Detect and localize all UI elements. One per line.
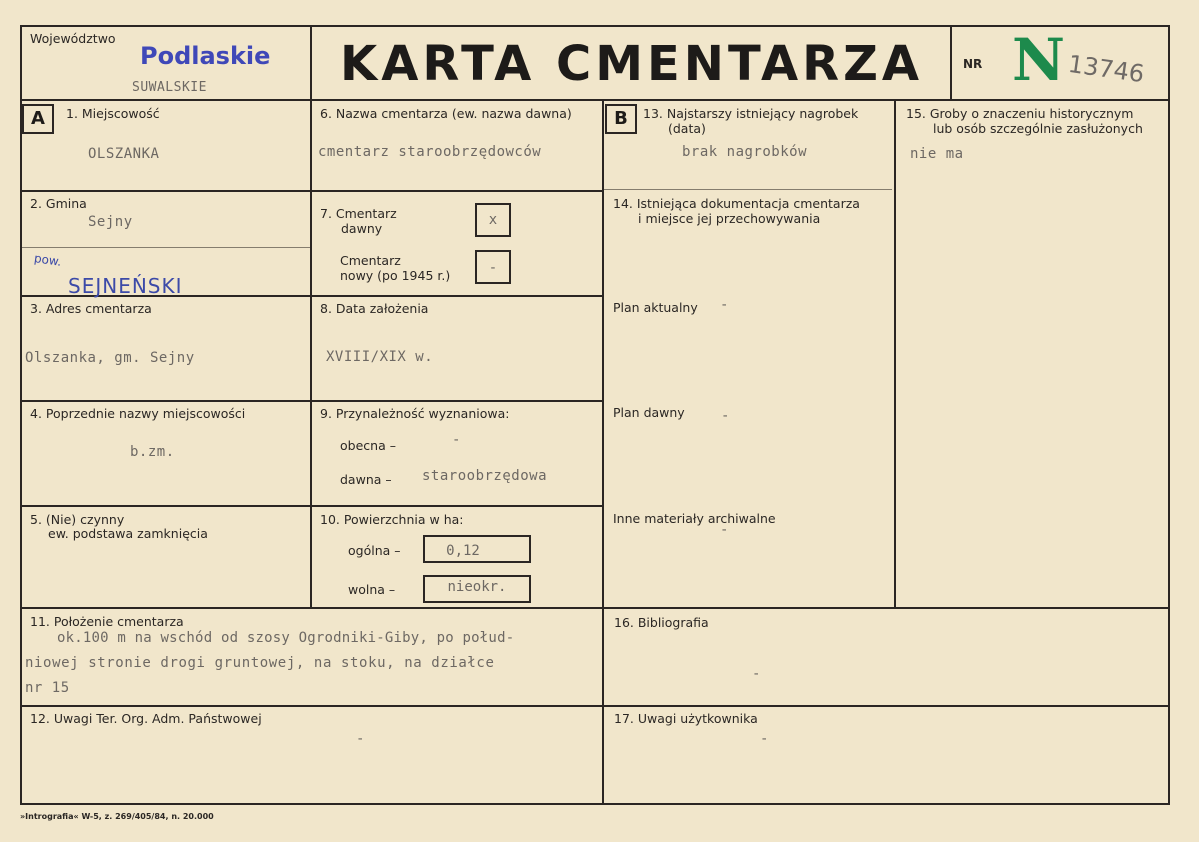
field-1-value: OLSZANKA bbox=[88, 146, 160, 162]
field-10-wolna-value: nieokr. bbox=[447, 579, 507, 595]
field-7-nowy-value: - bbox=[488, 260, 498, 276]
page-title: KARTA CMENTARZA bbox=[340, 36, 924, 92]
field-14-inne-value: - bbox=[720, 522, 729, 538]
frame-bottom bbox=[20, 803, 1170, 805]
field-4-value: b.zm. bbox=[130, 444, 175, 460]
field-9-dawna-label: dawna – bbox=[340, 472, 392, 487]
row-a11 bbox=[20, 705, 1170, 707]
header-bottom bbox=[20, 99, 1170, 101]
frame-top bbox=[20, 25, 1170, 27]
frame-right bbox=[1168, 25, 1170, 805]
field-3-value: Olszanka, gm. Sejny bbox=[25, 350, 195, 366]
field-7-dawny-label: dawny bbox=[341, 221, 383, 236]
printer-imprint: »Intrografia« W-5, z. 269/405/84, n. 20.000 bbox=[20, 812, 214, 821]
field-7-nowy-label: Cmentarz bbox=[340, 253, 401, 268]
field-17-value: - bbox=[760, 731, 769, 747]
field-10-ogolna-label: ogólna – bbox=[348, 543, 401, 558]
row-b13 bbox=[604, 189, 892, 190]
field-7-dawny-value: x bbox=[488, 212, 498, 228]
field-2-label: 2. Gmina bbox=[30, 196, 87, 211]
field-9-dawna-value: staroobrzędowa bbox=[422, 468, 548, 484]
row-a2-sub bbox=[20, 247, 310, 248]
row-a3 bbox=[20, 400, 602, 402]
field-6-value: cmentarz staroobrzędowców bbox=[318, 144, 542, 160]
field-12-value: - bbox=[356, 731, 365, 747]
field-10-label: 10. Powierzchnia w ha: bbox=[320, 512, 464, 527]
field-14-plan-aktualny-label: Plan aktualny bbox=[613, 300, 698, 315]
wojewodztwo-label: Województwo bbox=[30, 31, 116, 46]
wojewodztwo-typed-value: SUWALSKIE bbox=[132, 80, 207, 95]
nr-letter: N bbox=[1012, 26, 1066, 94]
field-10-wolna-label: wolna – bbox=[348, 582, 396, 597]
field-11-label: 11. Położenie cmentarza bbox=[30, 614, 184, 629]
row-a1 bbox=[20, 190, 602, 192]
field-15-sublabel: lub osób szczególnie zasłużonych bbox=[933, 121, 1143, 136]
field-5-sublabel: ew. podstawa zamknięcia bbox=[48, 526, 208, 541]
field-2-pow-label: pow. bbox=[33, 251, 63, 269]
field-9-obecna-value: - bbox=[452, 432, 461, 448]
row-a4 bbox=[20, 505, 602, 507]
field-16-label: 16. Bibliografia bbox=[614, 615, 709, 630]
field-12-label: 12. Uwagi Ter. Org. Adm. Państwowej bbox=[30, 711, 262, 726]
field-1-label: 1. Miejscowość bbox=[66, 106, 160, 121]
field-3-label: 3. Adres cmentarza bbox=[30, 301, 152, 316]
field-10-ogolna-value: 0,12 bbox=[446, 543, 480, 559]
field-2-value: Sejny bbox=[88, 214, 133, 230]
field-17-label: 17. Uwagi użytkownika bbox=[614, 711, 758, 726]
nr-number: 13746 bbox=[1066, 49, 1146, 89]
column-divider-ab bbox=[602, 99, 604, 804]
row-a5 bbox=[20, 607, 1170, 609]
section-a-badge: A bbox=[22, 104, 54, 134]
frame-left bbox=[20, 25, 22, 805]
header-divider-2 bbox=[950, 25, 952, 100]
field-14-sublabel: i miejsce jej przechowywania bbox=[638, 211, 821, 226]
field-13-value: brak nagrobków bbox=[682, 144, 808, 160]
field-14-inne-label: Inne materiały archiwalne bbox=[613, 511, 776, 526]
column-divider-15 bbox=[894, 99, 896, 609]
field-9-obecna-label: obecna – bbox=[340, 438, 396, 453]
field-6-label: 6. Nazwa cmentarza (ew. nazwa dawna) bbox=[320, 106, 572, 121]
field-15-label: 15. Groby o znaczeniu historycznym bbox=[906, 106, 1134, 121]
wojewodztwo-stamp: Podlaskie bbox=[140, 42, 271, 70]
field-5-label: 5. (Nie) czynny bbox=[30, 512, 125, 527]
field-13-label: 13. Najstarszy istniejący nagrobek bbox=[643, 106, 859, 121]
field-8-label: 8. Data założenia bbox=[320, 301, 429, 316]
field-14-label: 14. Istniejąca dokumentacja cmentarza bbox=[613, 196, 860, 211]
field-13-sublabel: (data) bbox=[668, 121, 706, 136]
field-8-value: XVIII/XIX w. bbox=[326, 349, 434, 365]
field-14-plan-dawny-label: Plan dawny bbox=[613, 405, 685, 420]
field-14-plan-dawny-value: - bbox=[721, 408, 730, 424]
field-16-value: - bbox=[752, 666, 761, 682]
field-7-label: 7. Cmentarz bbox=[320, 206, 397, 221]
nr-label: NR bbox=[963, 57, 983, 71]
field-15-value: nie ma bbox=[910, 146, 964, 162]
field-14-plan-aktualny-value: - bbox=[720, 297, 729, 313]
field-9-label: 9. Przynależność wyznaniowa: bbox=[320, 406, 510, 421]
field-4-label: 4. Poprzednie nazwy miejscowości bbox=[30, 406, 246, 421]
header-divider-1 bbox=[310, 25, 312, 608]
section-b-badge: B bbox=[605, 104, 637, 134]
field-2-pow-value: SEJNEŃSKI bbox=[68, 274, 183, 298]
field-11-line-1: ok.100 m na wschód od szosy Ogrodniki-Giby, po połud- bbox=[57, 630, 515, 646]
field-7-nowy-sublabel: nowy (po 1945 r.) bbox=[340, 268, 451, 283]
field-11-line-2: niowej stronie drogi gruntowej, na stoku, na działce bbox=[25, 655, 495, 671]
field-11-line-3: nr 15 bbox=[25, 680, 70, 696]
